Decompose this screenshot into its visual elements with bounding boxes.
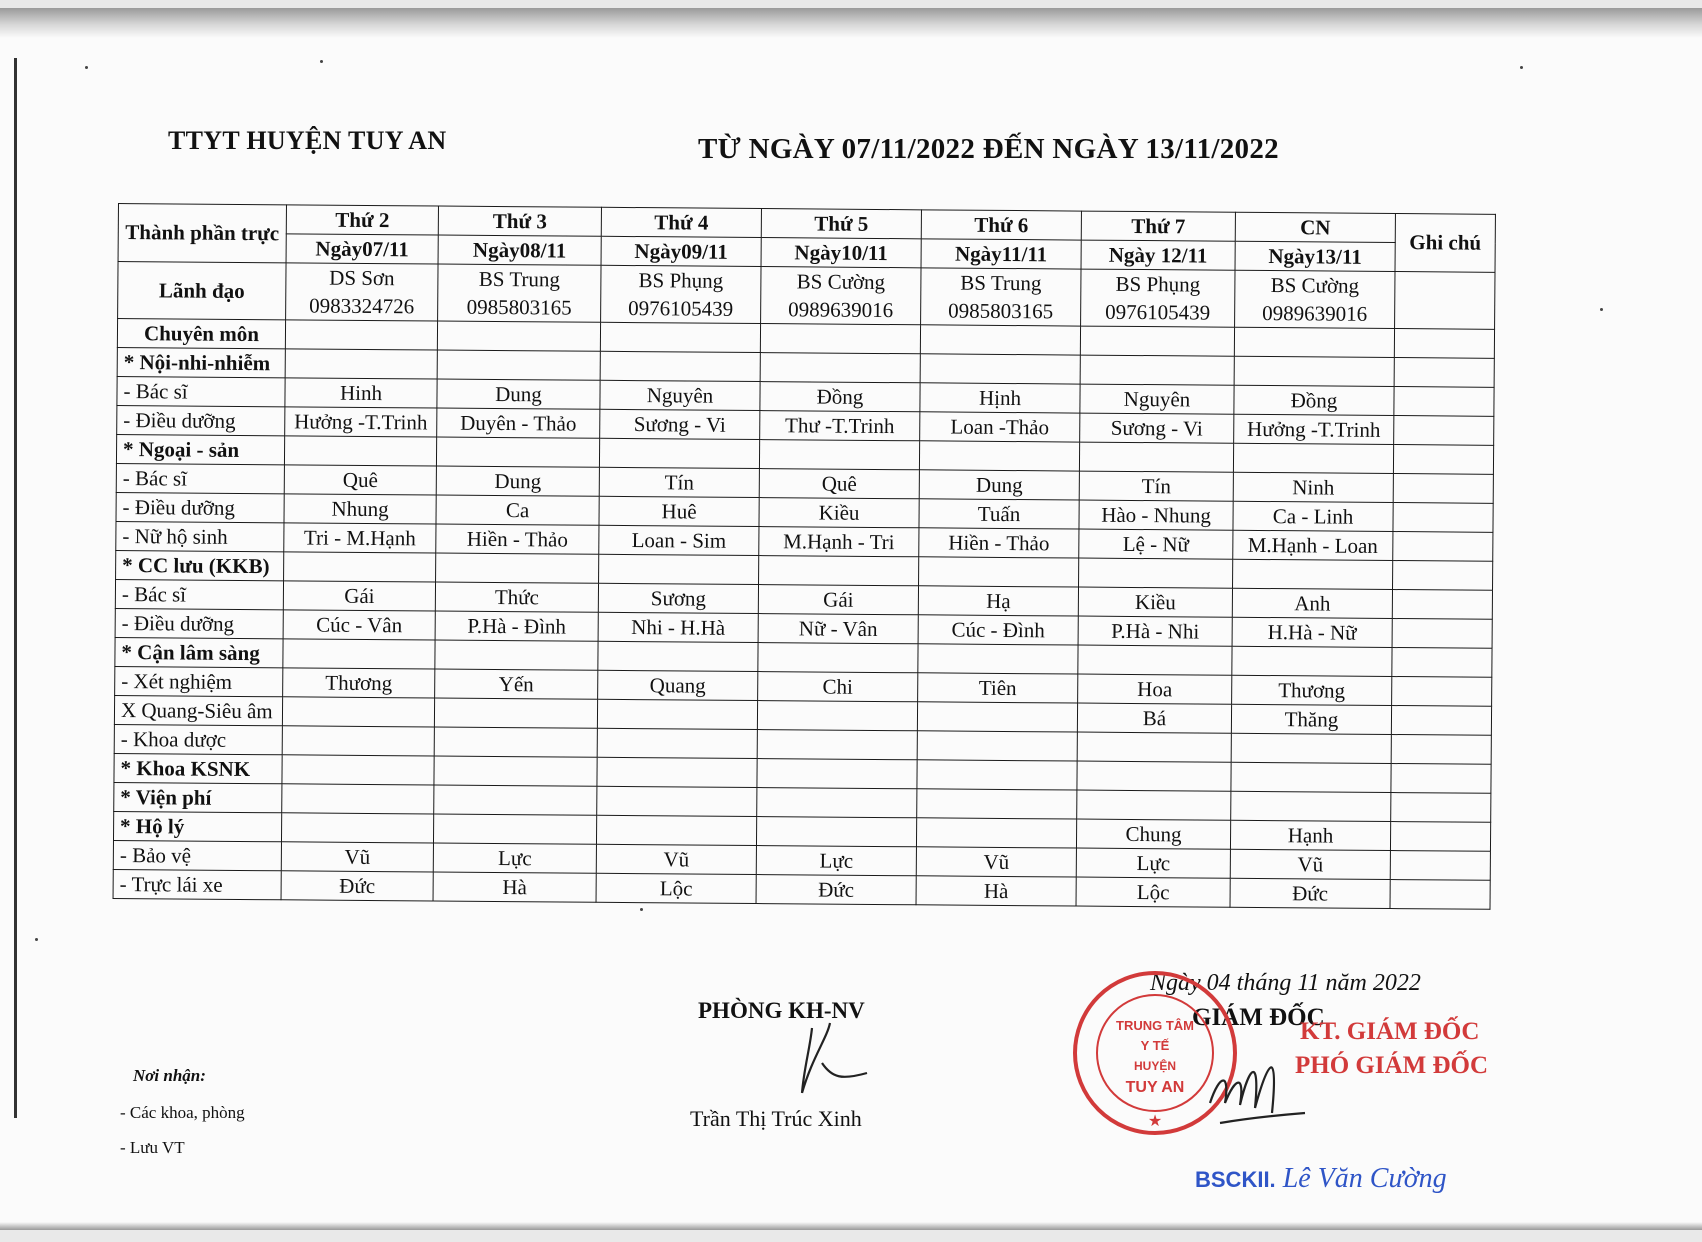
director-signature (1200, 1043, 1310, 1133)
table-cell (919, 557, 1079, 587)
table-cell (1079, 442, 1233, 472)
leader-name: BS Phụng (638, 268, 724, 293)
table-cell: Đồng (760, 382, 920, 412)
table-cell (1077, 790, 1231, 820)
table-cell (282, 755, 434, 785)
row-label: * Hộ lý (113, 811, 281, 841)
director-full-name: Lê Văn Cường (1282, 1163, 1447, 1194)
table-cell (757, 788, 917, 818)
table-cell: Vũ (596, 844, 756, 874)
table-cell: Hưởng -T.Trinh (1234, 414, 1394, 444)
table-cell (436, 437, 599, 467)
table-cell: Lực (756, 846, 916, 876)
table-cell: Hinh (285, 378, 437, 408)
date-header: Ngày07/11 (286, 234, 438, 264)
table-cell (1231, 762, 1391, 792)
table-cell: Hiền - Thảo (919, 528, 1079, 558)
note-cell (1394, 387, 1494, 417)
note-cell (1394, 416, 1494, 446)
table-cell: Tuấn (919, 499, 1079, 529)
note-cell (1391, 764, 1491, 794)
table-cell: Ca - Linh (1233, 501, 1393, 531)
table-cell (759, 556, 919, 586)
row-label: - Điều dưỡng (116, 492, 284, 522)
day-header: Thứ 7 (1081, 211, 1235, 241)
table-cell: P.Hà - Đình (435, 611, 598, 641)
table-cell (434, 727, 597, 757)
table-cell: Nhung (284, 494, 436, 524)
table-cell: Vũ (1230, 849, 1390, 879)
director-title: GIÁM ĐỐC (1192, 1004, 1325, 1031)
date-header: Ngày08/11 (438, 235, 601, 265)
note-cell (1395, 272, 1495, 330)
note-cell (1393, 561, 1493, 591)
duty-roster-table (113, 203, 1496, 910)
table-cell (282, 697, 434, 727)
table-cell (1079, 558, 1233, 588)
leader-cell (761, 267, 921, 325)
department-title: PHÒNG KH-NV (698, 998, 865, 1023)
date-header: Ngày 12/11 (1081, 240, 1235, 270)
leader-name: BS Cường (796, 269, 886, 295)
table-cell (1231, 733, 1391, 763)
table-cell: Thức (435, 582, 598, 612)
row-label: Chuyên môn (117, 319, 285, 349)
row-label: * Viện phí (114, 782, 282, 812)
table-cell: Nhi - H.Hà (598, 612, 758, 642)
table-cell (434, 785, 597, 815)
scan-speck (640, 908, 643, 911)
table-cell (918, 644, 1078, 674)
table-cell: Nguyên (1080, 384, 1234, 414)
note-cell (1392, 590, 1492, 620)
table-cell: Đức (281, 871, 433, 901)
table-cell: Thương (283, 668, 435, 698)
table-cell (1080, 326, 1234, 356)
signer-name: Trần Thị Trúc Xinh (690, 1106, 862, 1131)
table-cell: Chung (1076, 819, 1230, 849)
note-cell (1390, 851, 1490, 881)
table-cell (917, 702, 1077, 732)
note-header: Ghi chú (1395, 214, 1495, 273)
table-cell: Thương (1232, 675, 1392, 705)
table-cell: Gái (758, 585, 918, 615)
table-cell: Hoa (1078, 674, 1232, 704)
row-label: - Bác sĩ (116, 463, 284, 493)
table-cell: Dung (436, 466, 599, 496)
table-cell (434, 698, 597, 728)
table-cell (1231, 791, 1391, 821)
note-cell (1392, 648, 1492, 678)
scan-speck (85, 66, 88, 69)
table-cell (600, 351, 760, 381)
table-cell (437, 350, 600, 380)
note-cell (1392, 619, 1492, 649)
note-cell (1391, 793, 1491, 823)
date-header: Ngày10/11 (761, 238, 921, 268)
table-cell (756, 817, 916, 847)
table-cell (436, 553, 599, 583)
table-cell (1234, 327, 1394, 357)
table-cell (282, 726, 434, 756)
table-cell: Anh (1232, 588, 1392, 618)
table-cell: Dung (437, 379, 600, 409)
row-label: * Nội-nhi-nhiễm (117, 347, 285, 377)
leader-phone: 0989639016 (1262, 300, 1368, 326)
deputy-director-stamp: PHÓ GIÁM ĐỐC (1295, 1052, 1489, 1079)
date-header: Ngày09/11 (601, 236, 761, 266)
table-cell: Hà (433, 872, 596, 902)
table-cell (283, 639, 435, 669)
table-cell (434, 756, 597, 786)
table-cell (599, 554, 759, 584)
table-cell (757, 730, 917, 760)
row-label: * Ngoại - sản (116, 434, 284, 464)
table-cell (596, 815, 756, 845)
table-cell (597, 757, 757, 787)
seal-line: TUY AN (1125, 1079, 1185, 1096)
recipients-title: Nơi nhận: (133, 1066, 206, 1085)
scan-speck (320, 60, 323, 63)
seal-line: HUYỆN (1133, 1059, 1177, 1073)
note-cell (1390, 822, 1490, 852)
table-cell (282, 784, 434, 814)
table-cell (919, 441, 1079, 471)
table-cell: Quê (284, 465, 436, 495)
table-cell (917, 760, 1077, 790)
table-cell: Lực (433, 843, 596, 873)
row-label: * Cận lâm sàng (115, 637, 283, 667)
table-cell: Đồng (1234, 385, 1394, 415)
table-cell: Tín (599, 467, 759, 497)
table-cell: P.Hà - Nhi (1078, 616, 1232, 646)
table-cell (1234, 356, 1394, 386)
leader-name: BS Trung (960, 270, 1042, 296)
date-header: Ngày11/11 (921, 239, 1081, 269)
leader-cell (601, 265, 761, 323)
table-cell (1080, 355, 1234, 385)
table-cell: Nguyên (600, 380, 760, 410)
table-cell (598, 641, 758, 671)
scan-edge-left (14, 58, 17, 1118)
recipient-item: - Các khoa, phòng (120, 1103, 245, 1122)
row-label: - Điều dưỡng (115, 608, 283, 638)
note-cell (1391, 735, 1491, 765)
note-cell (1394, 358, 1494, 388)
table-cell: Quang (598, 670, 758, 700)
table-cell: Lực (1076, 848, 1230, 878)
corner-header: Thành phần trực (118, 204, 286, 263)
row-label: - Bác sĩ (117, 376, 285, 406)
scan-edge-bottom (0, 1222, 1702, 1230)
table-cell: Hà (916, 876, 1076, 906)
table-cell: Lộc (1076, 877, 1230, 907)
leader-phone: 0985803165 (466, 294, 572, 320)
table-cell (760, 353, 920, 383)
date-header: Ngày13/11 (1235, 241, 1395, 271)
row-label: - Trực lái xe (113, 869, 281, 899)
table-cell (437, 321, 600, 351)
scanned-document (0, 8, 1702, 1230)
table-cell (599, 438, 759, 468)
table-cell: Kiều (759, 498, 919, 528)
leader-cell (286, 263, 438, 321)
leader-phone: 0983324726 (309, 293, 415, 319)
leader-name: DS Sơn (329, 265, 395, 291)
leader-phone: 0976105439 (628, 296, 734, 321)
document-date: Ngày 04 tháng 11 năm 2022 (1150, 970, 1421, 996)
table-cell: M.Hạnh - Loan (1233, 530, 1393, 560)
table-cell (281, 813, 433, 843)
table-cell: Hạnh (1230, 820, 1390, 850)
row-label: - Bác sĩ (115, 579, 283, 609)
day-header: Thứ 4 (601, 207, 761, 237)
table-cell: Hịnh (920, 383, 1080, 413)
table-cell (759, 440, 919, 470)
table-cell (433, 814, 596, 844)
table-cell: Kiều (1078, 587, 1232, 617)
table-cell (1078, 645, 1232, 675)
table-cell: Tiên (918, 673, 1078, 703)
table-cell (600, 322, 760, 352)
note-cell (1393, 445, 1493, 475)
note-cell (1393, 532, 1493, 562)
day-header: Thứ 3 (438, 206, 601, 236)
table-cell: Lộc (596, 873, 756, 903)
table-cell (285, 320, 437, 350)
leader-cell (921, 268, 1081, 326)
kt-director-stamp: KT. GIÁM ĐỐC (1300, 1018, 1480, 1045)
table-cell (285, 349, 437, 379)
row-label: * CC lưu (KKB) (116, 550, 284, 580)
leader-phone: 0989639016 (788, 297, 894, 323)
day-header: Thứ 2 (286, 205, 438, 235)
table-cell: Sương (598, 583, 758, 613)
leader-cell (438, 264, 601, 322)
table-cell: Chi (758, 672, 918, 702)
table-cell: Duyên - Thảo (437, 408, 600, 438)
table-cell (1232, 646, 1392, 676)
table-cell: Huê (599, 496, 759, 526)
day-header: Thứ 5 (761, 209, 921, 239)
note-cell (1390, 880, 1490, 910)
leader-phone: 0985803165 (948, 298, 1054, 324)
table-cell (757, 759, 917, 789)
director-degree: BSCKII. (1195, 1167, 1276, 1192)
table-cell: Tín (1079, 471, 1233, 501)
day-header: Thứ 6 (921, 210, 1081, 240)
table-cell: Ca (436, 495, 599, 525)
leader-cell (1081, 269, 1235, 327)
director-name (1195, 1163, 1447, 1195)
table-cell: Hiền - Thảo (436, 524, 599, 554)
table-cell: H.Hà - Nữ (1232, 617, 1392, 647)
scan-speck (1600, 308, 1603, 311)
table-cell: Loan - Sim (599, 525, 759, 555)
table-cell (597, 728, 757, 758)
table-cell: Hưởng -T.Trinh (285, 407, 437, 437)
row-label: - Bảo vệ (113, 840, 281, 870)
table-cell (1077, 761, 1231, 791)
table-cell: Thư -T.Trinh (760, 411, 920, 441)
table-cell: Cúc - Đình (918, 615, 1078, 645)
table-cell (920, 354, 1080, 384)
note-cell (1392, 677, 1492, 707)
table-cell: Đức (756, 875, 916, 905)
scan-edge-top (0, 8, 1702, 38)
table-cell: Sương - Vi (1080, 413, 1234, 443)
organization-header: TTYT HUYỆN TUY AN (168, 126, 447, 155)
svg-text:★: ★ (1147, 1113, 1163, 1130)
table-cell (1233, 559, 1393, 589)
seal-line: Y TẾ (1140, 1038, 1170, 1053)
table-cell: Loan -Thảo (920, 412, 1080, 442)
table-cell (758, 643, 918, 673)
table-cell: Hạ (918, 586, 1078, 616)
table-cell: Ninh (1233, 472, 1393, 502)
table-cell (597, 699, 757, 729)
table-cell (917, 789, 1077, 819)
table-cell (284, 436, 436, 466)
row-label: X Quang-Siêu âm (114, 695, 282, 725)
row-label: - Nữ hộ sinh (116, 521, 284, 551)
leader-cell (1235, 270, 1395, 328)
table-cell: Hào - Nhung (1079, 500, 1233, 530)
seal-line: TRUNG TÂM (1116, 1018, 1194, 1033)
row-label: * Khoa KSNK (114, 753, 282, 783)
table-cell: M.Hạnh - Tri (759, 527, 919, 557)
table-cell (757, 701, 917, 731)
row-label: Lãnh đạo (118, 262, 286, 320)
leader-name: BS Cường (1270, 273, 1360, 298)
scan-speck (35, 938, 38, 941)
table-cell: Dung (919, 470, 1079, 500)
department-signature (782, 1018, 872, 1098)
table-cell: Tri - M.Hạnh (284, 523, 436, 553)
table-cell (917, 731, 1077, 761)
table-cell (597, 786, 757, 816)
note-cell (1394, 329, 1494, 359)
row-label: - Xét nghiệm (115, 666, 283, 696)
note-cell (1393, 474, 1493, 504)
table-cell: Yến (435, 669, 598, 699)
table-cell (920, 325, 1080, 355)
row-label: - Khoa dược (114, 724, 282, 754)
table-cell: Sương - Vi (600, 409, 760, 439)
table-cell: Nữ - Vân (758, 614, 918, 644)
leader-name: BS Trung (478, 266, 561, 292)
row-label: - Điều dưỡng (117, 405, 285, 435)
table-cell: Vũ (916, 847, 1076, 877)
table-cell: Lệ - Nữ (1079, 529, 1233, 559)
day-header: CN (1235, 212, 1395, 242)
table-cell: Thăng (1231, 704, 1391, 734)
schedule-period-header: TỪ NGÀY 07/11/2022 ĐẾN NGÀY 13/11/2022 (698, 133, 1279, 165)
table-cell: Bá (1077, 703, 1231, 733)
table-cell (435, 640, 598, 670)
table-cell: Đức (1230, 878, 1390, 908)
table-cell: Cúc - Vân (283, 610, 435, 640)
table-cell: Quê (759, 469, 919, 499)
table-cell (760, 324, 920, 354)
note-cell (1393, 503, 1493, 533)
table-cell (284, 552, 436, 582)
table-cell (916, 818, 1076, 848)
table-cell: Gái (283, 581, 435, 611)
scan-speck (1520, 66, 1523, 69)
table-row (118, 262, 1495, 330)
table-cell (1233, 443, 1393, 473)
note-cell (1391, 706, 1491, 736)
table-cell: Vũ (281, 842, 433, 872)
leader-phone: 0976105439 (1105, 299, 1211, 325)
recipient-item: - Lưu VT (120, 1138, 185, 1157)
table-cell (1077, 732, 1231, 762)
leader-name: BS Phụng (1115, 271, 1201, 297)
